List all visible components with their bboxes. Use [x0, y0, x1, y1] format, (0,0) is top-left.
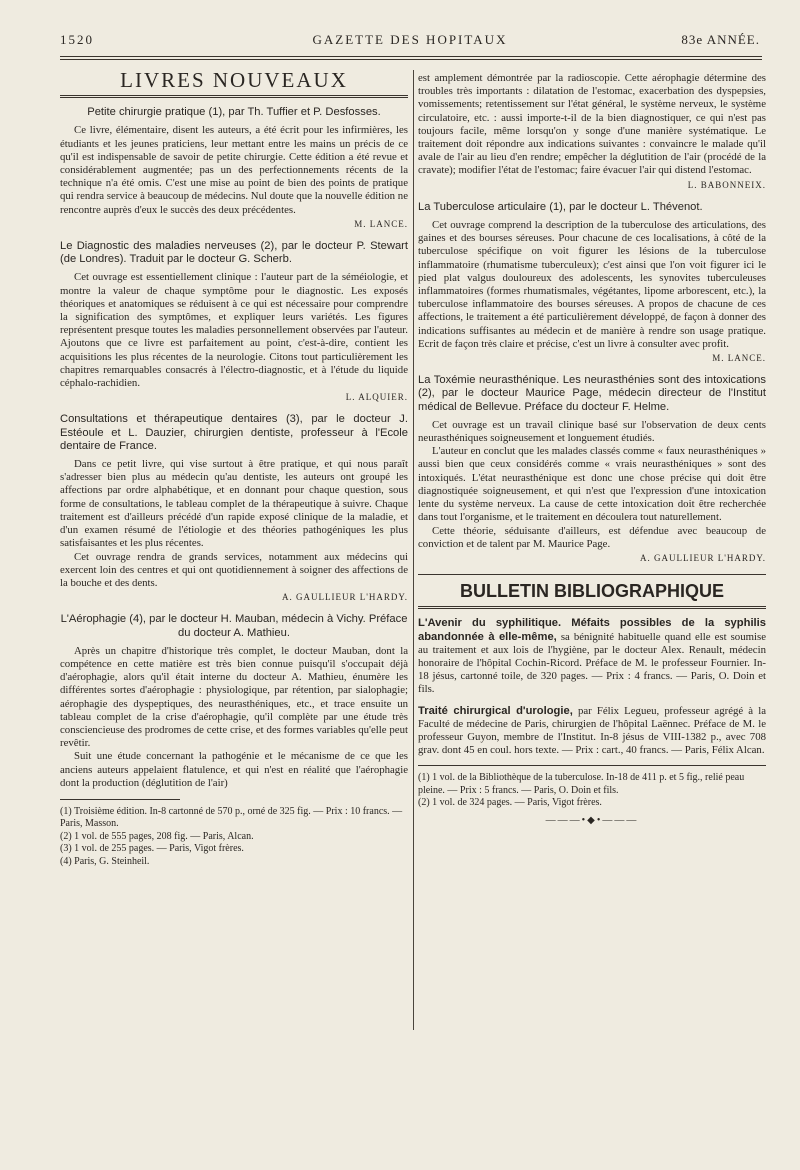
review-entry [60, 413, 408, 604]
footnote: (1) 1 vol. de la Bibliothèque de la tuberculose. In-18 de 411 p. et 5 fig., relié peau pleine. — Prix : 5 francs. — Paris, O. Doin et fils. [418, 772, 745, 796]
footnote: (4) Paris, G. Steinheil. [60, 855, 150, 867]
footnote: (2) 1 vol. de 324 pages. — Paris, Vigot frères. [418, 797, 602, 809]
review-body: Après un chapitre d'historique très complet, le docteur Mauban, dont la compétence en cette matière est très bien connue puisqu'il s'occupait déjà d'aérophagie, alors qu'il était interne du docteur A. Mathieu, énumère les différentes sortes d'aérophagie : physiologique, par rétention, par sialophagie; aérophagie des dyspeptiques, des neurasthéniques, etc., et trace ensuite un tableau complet de la crise d'aérophagie, qu'il complète par une étude très consciencieuse des prodromes de cette crise, et des formes variables qu'elle peut revêtir. [60, 644, 408, 750]
footnote-rule [418, 765, 766, 766]
review-heading: L'Aérophagie (4), par le docteur H. Mauban, médecin à Vichy. Préface du docteur A. Mathieu. [60, 613, 408, 639]
footnote: (2) 1 vol. de 555 pages, 208 fig. — Paris, Alcan. [60, 830, 254, 842]
review-entry [418, 201, 766, 365]
review-signature: L. ALQUIER. [345, 392, 408, 403]
review-body-continued: L'auteur en conclut que les malades classés comme « faux neurasthéniques » aussi bien que ceux considérés comme « vrais neurasthéniques » sont des intoxiqués. L'état neurasthénique est donc une chose précise qui doit être diagnostiquée soigneusement, et qui n'est que l'expression d'une intoxication lente du système nerveux. La cause de cette intoxication doit être recherchée dans tout l'organisme, et le traitement en découlera tout naturellement. [418, 445, 766, 524]
footnote-rule [60, 799, 180, 800]
bibliography-title: L'Avenir du syphilitique. Méfaits possibles de la syphilis abandonnée à elle-même, [418, 617, 766, 643]
bibliography-text: sa bénignité habituelle quand elle est soumise au traitement et aux lois de l'hygiène, par le docteur Alex. Renault, médecin honoraire de l'hôpital Cochin-Ricord. Préface de M. le professeur Fournier. In-18 jésus, cartonné toile, de 320 pages. — Prix : 4 francs. — Paris, O. Doin et fils. [418, 630, 766, 696]
review-body: Cet ouvrage est essentiellement clinique : l'auteur part de la séméiologie, et montre la valeur de chaque symptôme pour le diagnostic. Les exposés théoriques et anatomiques se réduisent à ce qui est nécessaire pour comprendre la signification des symptômes, et expliquer leurs variétés. Les figures représentent presque toutes les maladies personnellement observées par l'auteur. Ajoutons que ce livre est parfaitement au point, c'est-à-dire, contient les acquisitions les plus récentes de la neurologie. Citons tout particulièrement les chapitres remarquables consacrés à l'électro-diagnostic, et à l'étude du liquide céphalo-rachidien. [60, 271, 408, 390]
section-rule [418, 574, 766, 575]
bibliography-entry [418, 705, 766, 758]
review-heading: La Tuberculose articulaire (1), par le docteur L. Thévenot. [418, 200, 703, 213]
review-body-continued: Suit une étude concernant la pathogénie et le mécanisme de ce que les anciens auteurs appelaient flatulence, et qui n'est en réalité que l'aérophagie dont la production (déglutition de l'air) [60, 750, 408, 789]
footnote: (3) 1 vol. de 255 pages. — Paris, Vigot frères. [60, 843, 244, 855]
review-signature: L. BABONNEIX. [687, 179, 766, 190]
header-rule-2 [60, 59, 762, 60]
review-body-continued: Cette théorie, séduisante d'ailleurs, est défendue avec beaucoup de conviction et de talent par M. Maurice Page. [418, 524, 766, 550]
bibliography-entry [418, 617, 766, 696]
review-entry [418, 374, 766, 565]
review-body: Ce livre, élémentaire, disent les auteurs, a été écrit pour les infirmières, les étudiants et les jeunes praticiens, leur mettant entre les mains un précis de ce qu'il est indispensable de savoir de petite chirurgie. Cette édition a été revue et considérablement augmentée; pas un des perfectionnements récents de la technique n'a été omis. C'est une mise au point de bien des points de pratique qui rendra service à beaucoup de médecins. Nul doute que la nouvelle édition ne rencontre auprès d'eux le succès des deux précédentes. [60, 124, 408, 216]
section-title-livres: LIVRES NOUVEAUX [120, 68, 348, 92]
review-entry [60, 240, 408, 404]
header-rule [60, 56, 762, 57]
review-heading: Consultations et thérapeutique dentaires (3), par le docteur J. Estéoule et L. Dauzier, chirurgien dentiste, professeur à l'Ecole dentaire de France. [60, 413, 408, 452]
review-body: Cet ouvrage comprend la description de la tuberculose des articulations, des gaines et des bourses séreuses. Pour chacune de ces localisations, à côté de la tuberculose spécifique on voit figurer les lésions de la tuberculose inflammatoire (rhumatisme tuberculeux); c'est ainsi que l'on voit figurer ici le pied plat valgus douloureux des adolescents, les synovites tuberculeuses inflammatoires (formes rhumatismales, végétantes, lipome arborescent, etc.), la tuberculose inflammatoire des bourses séreuses. A propos de chacune de ces affections, le traitement a été particulièrement développé, de façon à donner des indications suffisantes au médecin et de manière à rendre son usage pratique. Ecrit de façon très claire et précise, c'est un livre à consulter avec profit. [418, 219, 766, 350]
review-body: Cet ouvrage est un travail clinique basé sur l'observation de deux cents neurasthéniques soigneusement et longuement étudiés. [418, 418, 766, 445]
review-signature: A. GAULLIEUR L'HARDY. [640, 552, 766, 563]
review-heading: Le Diagnostic des maladies nerveuses (2), par le docteur P. Stewart (de Londres). Traduit par le docteur G. Scherb. [60, 240, 408, 266]
right-column [418, 72, 766, 827]
bibliography-text: par Félix Legueu, professeur agrégé à la Faculté de médecine de Paris, chirurgien de l'hôpital Laënnec. Préface de M. le professeur Guyon, membre de l'Institut. In-8 jésus de VIII-1382 p., avec 708 grav. dont 45 en coul. hors texte. — Prix : cart., 40 francs. — Paris, Félix Alcan. [418, 704, 767, 757]
review-entry [60, 106, 408, 231]
journal-title: GAZETTE DES HOPITAUX [312, 32, 508, 47]
review-entry [418, 72, 766, 192]
review-heading: La Toxémie neurasthénique. Les neurasthénies sont des intoxications (2), par le docteur Maurice Page, médecin directeur de l'Institut médical de Bellevue. Préface du docteur F. Helme. [418, 374, 766, 413]
year-label: 83e ANNÉE. [681, 32, 760, 47]
review-heading: Petite chirurgie pratique (1), par Th. Tuffier et P. Desfosses. [87, 106, 381, 119]
footnote: (1) Troisième édition. In-8 cartonné de 570 p., orné de 325 fig. — Prix : 10 francs. — Paris, Masson. [60, 805, 403, 830]
review-entry [60, 613, 408, 790]
section-title-bulletin: BULLETIN BIBLIOGRAPHIQUE [460, 581, 724, 602]
left-column [60, 68, 408, 868]
review-signature: M. LANCE. [712, 353, 766, 364]
review-signature: A. GAULLIEUR L'HARDY. [282, 592, 408, 603]
section-rule [60, 95, 408, 98]
review-body: Dans ce petit livre, qui vise surtout à être pratique, et qui nous paraît s'adresser bien plus au médecin qu'au dentiste, les auteurs ont groupé les affections par ordre alphabétique, et en donnant pour chaque question, sous forme de consultations, le tableau complet de la thérapeutique à suivre. Chaque traitement est d'ailleurs précédé d'un rapide exposé clinique de la maladie, et d'un examen résumé de l'étiologie et des théories pathogéniques les plus satisfaisantes et les plus récentes. [60, 458, 408, 550]
review-body-continued: Cet ouvrage rendra de grands services, notamment aux médecins qui exercent loin des centres et qui ont quotidiennement à soigner des affections de la bouche et des dents. [60, 550, 408, 589]
ornament: ———•◆•——— [545, 814, 639, 826]
review-body-continuation: est amplement démontrée par la radioscopie. Cette aérophagie détermine des troubles très importants : dilatation de l'estomac, exacerbation des dyspepsies, vomissements; retentissement sur l'état général, le système nerveux, le système circulatoire, etc. : aussi importe-t-il de la bien diagnostiquer, ce qui n'est pas toujours facile, même lorsqu'on y songe d'une manière systématique. Le traitement doit répondre aux indications suivantes : convaincre le malade qu'il avale de l'air au lieu d'en rendre; empêcher la déglutition de l'air (procédé de la cravate); modifier l'état de l'estomac; faire évacuer l'air qui distend l'estomac. [418, 72, 766, 177]
section-rule [418, 606, 766, 609]
page-number: 1520 [60, 32, 94, 47]
review-signature: M. LANCE. [354, 218, 408, 229]
column-separator [413, 70, 414, 1030]
bibliography-title: Traité chirurgical d'urologie, [418, 704, 573, 717]
running-header [60, 32, 760, 54]
